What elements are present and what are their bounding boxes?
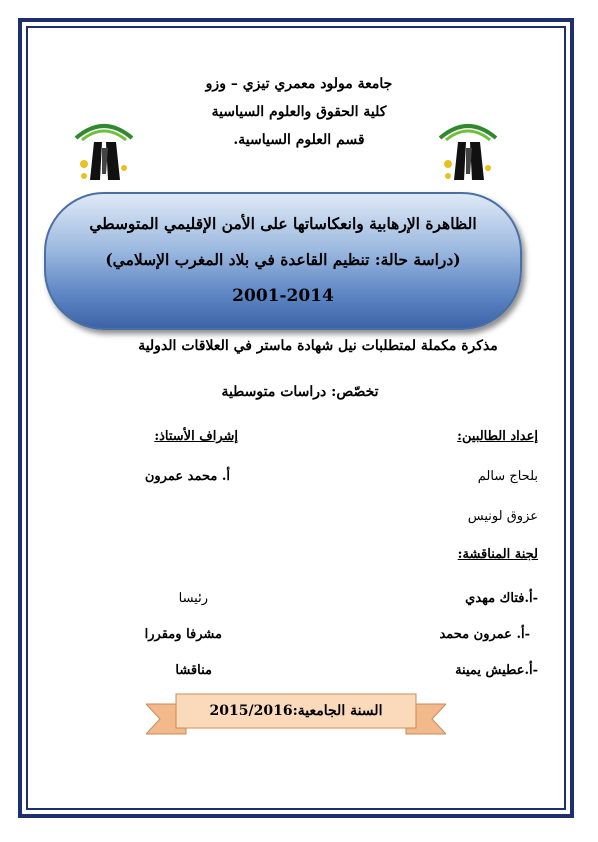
committee-member-role: مشرفا ومقررا bbox=[144, 627, 222, 642]
university-name: جامعة مولود معمري تيزي – وزو bbox=[205, 76, 393, 92]
thesis-purpose: مذكرة مكملة لمتطلبات نيل شهادة ماستر في العلاقات الدولية bbox=[138, 338, 498, 354]
title-banner bbox=[44, 192, 522, 330]
academic-year: السنة الجامعية:2015/2016 bbox=[209, 703, 383, 719]
faculty-name: كلية الحقوق والعلوم السياسية bbox=[211, 104, 387, 120]
thesis-years: 2001-2014 bbox=[232, 286, 334, 306]
committee-member-role: مناقشا bbox=[175, 663, 212, 678]
student-name-2: عزوق لونيس bbox=[467, 509, 538, 524]
supervisor-heading: إشراف الأستاذ: bbox=[154, 429, 238, 444]
thesis-title: الظاهرة الإرهابية وانعكاساتها على الأمن الإقليمي المتوسطي bbox=[89, 214, 477, 233]
academic-year-ribbon bbox=[146, 690, 446, 740]
thesis-subtitle: (دراسة حالة: تنظيم القاعدة في بلاد المغرب الإسلامي) bbox=[105, 250, 461, 269]
specialization: تخصّص: دراسات متوسطية bbox=[221, 384, 379, 400]
student-name-1: بلحاج سالم bbox=[477, 469, 538, 484]
committee-member-name: -أ.عطيش يمينة bbox=[455, 663, 538, 678]
committee-heading: لجنة المناقشة: bbox=[457, 547, 538, 562]
supervisor-name: أ. محمد عمرون bbox=[144, 469, 230, 484]
department-name: قسم العلوم السياسية. bbox=[233, 132, 365, 148]
committee-member-role: رئيسا bbox=[178, 591, 208, 606]
committee-member-name: -أ. عمرون محمد bbox=[439, 627, 530, 642]
university-logo-left bbox=[72, 118, 136, 188]
committee-member-name: -أ.فتاك مهدي bbox=[465, 591, 538, 606]
university-logo-right bbox=[436, 118, 500, 188]
students-heading: إعداد الطالبين: bbox=[457, 429, 538, 444]
